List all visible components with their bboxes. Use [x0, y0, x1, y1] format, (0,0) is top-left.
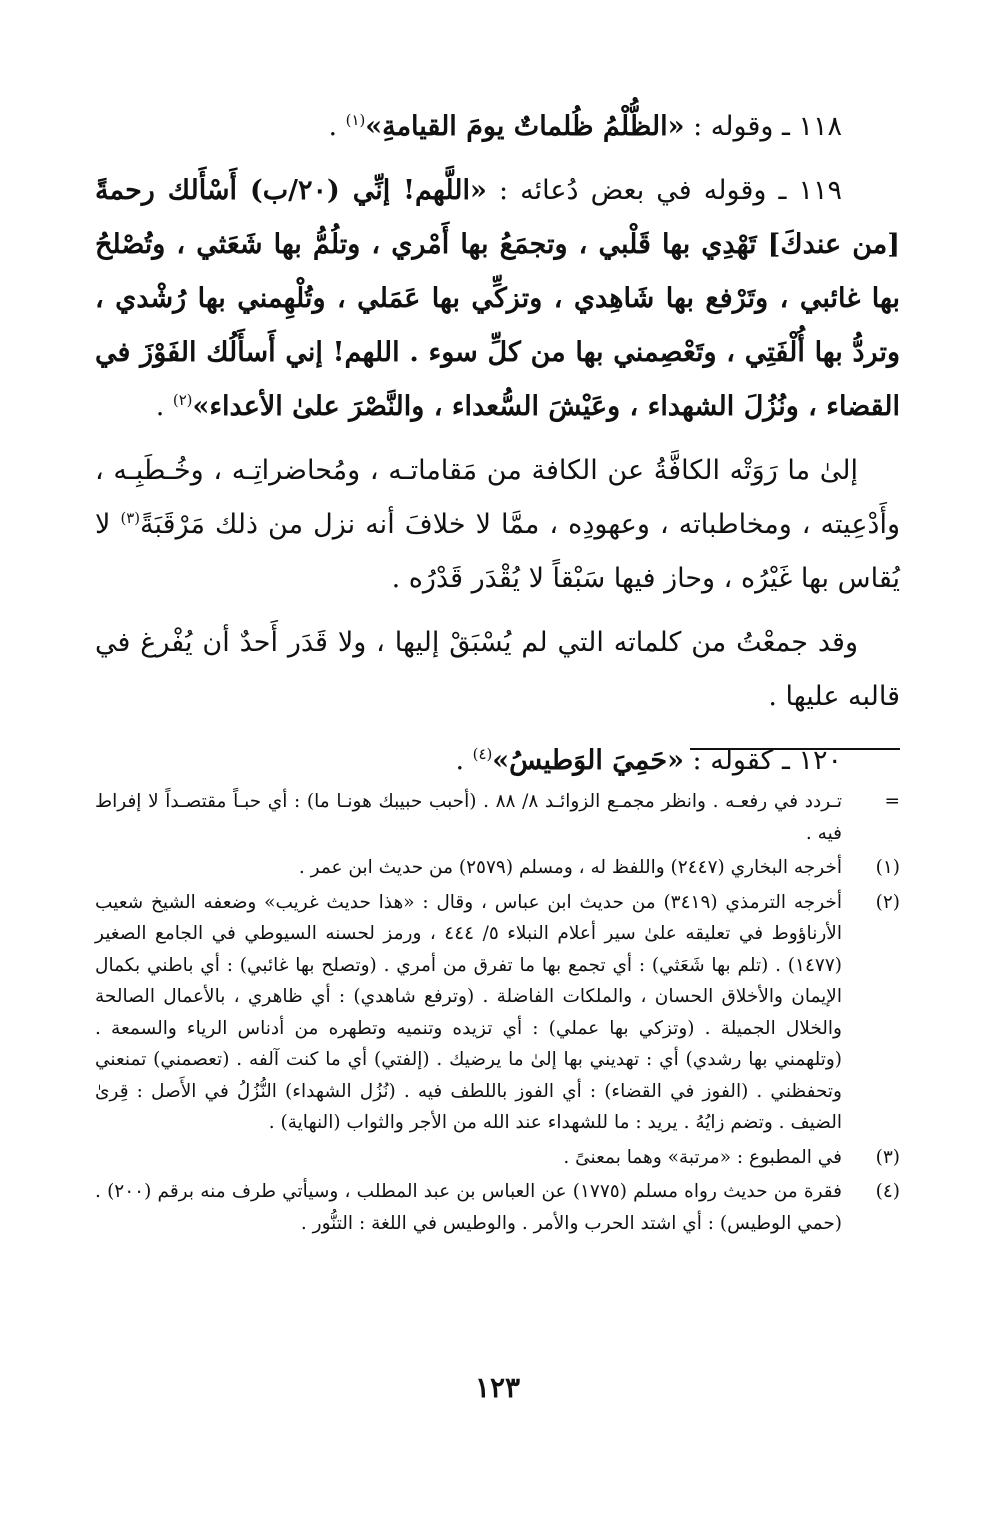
footnote-text: فقرة من حديث رواه مسلم (١٧٧٥) عن العباس بن عبد المطلب ، وسيأتي طرف منه برقم (٢٠٠) . (حمي الوطيس) : أي اشتد الحرب والأمر . والوطيس في اللغة : التنُّور . — [95, 1181, 843, 1234]
hadith-quote: «حَمِيَ الوَطيسُ» — [492, 745, 684, 776]
page-number: ١٢٣ — [474, 1371, 521, 1404]
item-number: ١٢٠ ـ — [781, 745, 842, 776]
footnote-4 — [95, 1176, 900, 1239]
main-text — [95, 100, 900, 798]
item-number: ١١٨ ـ — [781, 111, 842, 142]
paragraph-118 — [95, 100, 900, 154]
footnote-text: أخرجه الترمذي (٣٤١٩) من حديث ابن عباس ، وقال : «هذا حديث غريب» وضعفه الشيخ شعيب الأرناؤوط في تعليقه علىٰ سير أعلام النبلاء ٥/ ٤٤٤ ، ورمز لحسنه السيوطي في الجامع الصغير (١٤٧٧) . (تلم بها شَعَثي) : أي تجمع بها ما تفرق من أمري . (وتصلح بها غائبي) : أي باطني بكمال الإيمان والأخلاق الحسان ، والملكات الفاضلة . (وترفع شاهدي) : أي ظاهري ، بالأعمال الصالحة والخلال الجميلة . (وتزكي بها عملي) : أي تزيده وتنميه وتطهره من أدناس الرياء والسمعة . (وتلهمني بها رشدي) أي : تهديني بها إلىٰ ما يرضيك . (إلفتي) أي ما كنت آلفه . (تعصمني) تمنعني وتحفظني . (الفوز في القضاء) : أي الفوز باللطف فيه . (نُزُل الشهداء) النُّزُلُ في الأَصل : قِرىٰ الضيف . وتضم زايُهُ . يريد : ما للشهداء عند الله من الأجر والثواب (النهاية) . — [95, 891, 842, 1133]
footnote-continuation — [95, 786, 900, 849]
footnote-3 — [95, 1142, 900, 1174]
footnote-mark: (٣) — [875, 1146, 900, 1168]
footnote-text: في المطبوع : «مرتبة» وهما بمعنىً . — [563, 1146, 842, 1168]
body-text: وقد جمعْتُ من كلماته التي لم يُسْبَقْ إليها ، ولا قَدَر أَحدٌ أن يُفْرغ في قالبه عليها . — [95, 627, 900, 712]
footnote-ref[interactable]: (٤) — [472, 745, 493, 763]
footnote-text: تـردد في رفعـه . وانظر مجمـع الزوائـد ٨/ ٨٨ . (أحبب حبيبك هونـا ما) : أي حبـاً مقتصـداً لا إفراط فيه . — [95, 791, 842, 844]
body-text: إلىٰ ما رَوَتْه الكافَّةُ عن الكافة من مَقاماتـه ، ومُحاضراتِـه ، وخُـطَبِـه ، وأَدْعِيته ، ومخاطباته ، وعهودِه ، ممَّا لا خلافَ أنه نزل من ذلك مَرْقَبَةً — [95, 455, 900, 540]
footnote-mark: (٤) — [875, 1181, 900, 1202]
punctuation: . — [455, 745, 473, 776]
paragraph-120 — [95, 734, 900, 788]
hadith-quote: «اللَّهم! إنِّي (٢٠/ب) أَسْأَلك رحمةً [من عندكَ] تَهْدِي بها قَلْبي ، وتجمَعُ بها أَمْري ، وتلُمُّ بها شَعَثي ، وتُصْلحُ بها غائبي ، وتَرْفع بها شَاهِدي ، وتزكِّي بها عَمَلي ، وتُلْهِمني بها رُشْدي ، وتردُّ بها أُلْفَتِي ، وتَعْصِمني بها من كلِّ سوء . اللهم! إني أَسأَلُك الفَوْزَ في القضاء ، ونُزُلَ الشهداء ، وعَيْشَ السُّعداء ، والنَّصْرَ علىٰ الأعداء» — [95, 175, 900, 422]
paragraph-collection — [95, 616, 900, 724]
footnote-ref[interactable]: (١) — [345, 111, 366, 129]
paragraph-119 — [95, 164, 900, 434]
footnote-1 — [95, 852, 900, 884]
intro-text: وقوله : — [684, 111, 774, 142]
footnotes — [95, 786, 900, 1242]
paragraph-narration — [95, 444, 900, 606]
footnote-2 — [95, 887, 900, 1139]
footnote-mark: = — [884, 791, 900, 812]
footnote-mark: (١) — [875, 857, 900, 878]
intro-text: وقوله في بعض دُعائه : — [486, 175, 767, 206]
item-number: ١١٩ ـ — [778, 175, 843, 206]
punctuation: . — [155, 391, 173, 422]
footnote-text: أخرجه البخاري (٢٤٤٧) واللفظ له ، ومسلم (٢٥٧٩) من حديث ابن عمر . — [298, 857, 842, 878]
footnote-divider — [690, 748, 900, 750]
footnote-ref[interactable]: (٣) — [120, 509, 141, 527]
intro-text: كقوله : — [683, 745, 774, 776]
footnote-ref[interactable]: (٢) — [172, 391, 193, 409]
body-text-continued: لا يُقاس بها غَيْرُه ، وحاز فيها سَبْقاً لا يُقْدَر قَدْرُه . — [95, 509, 900, 594]
hadith-quote: «الظُّلْمُ ظُلماتٌ يومَ القيامةِ» — [365, 111, 685, 142]
footnote-mark: (٢) — [875, 891, 900, 913]
punctuation: . — [328, 111, 346, 142]
